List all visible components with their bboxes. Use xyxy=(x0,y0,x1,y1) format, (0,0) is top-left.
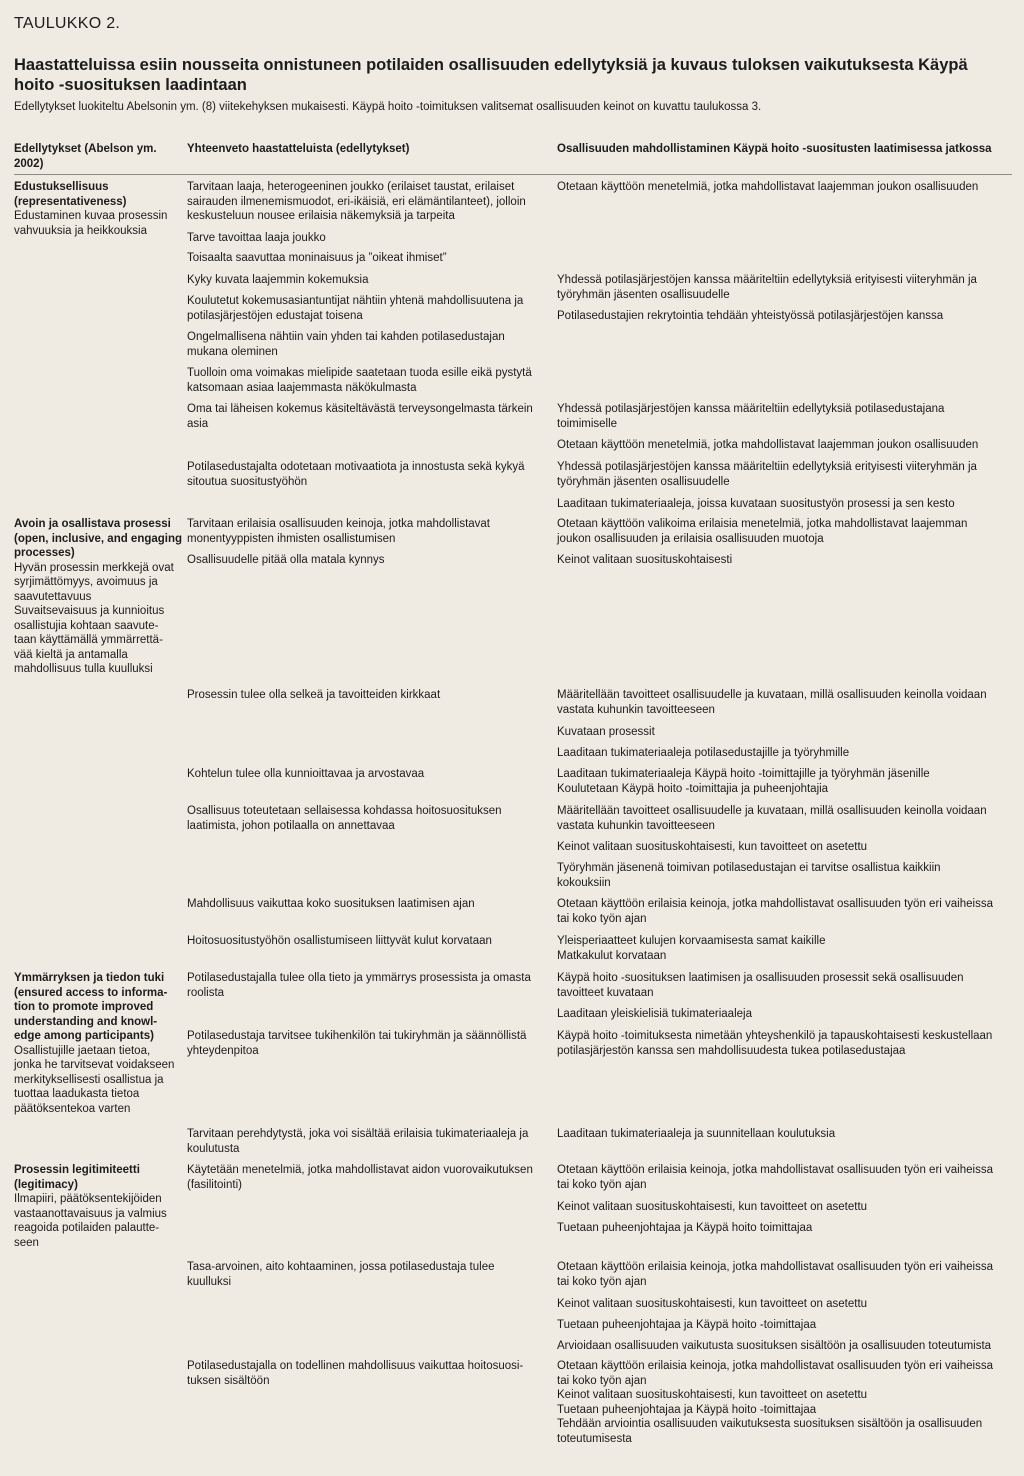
text-line: potilasjärjestön kanssa sen mahdollisuudesta tukea potilasedustajaa xyxy=(557,1044,906,1057)
text-line: understanding and knowl- xyxy=(14,1015,158,1028)
enablement-cell xyxy=(557,1200,867,1215)
table-subtitle: Edellytykset luokiteltu Abelsonin ym. (8) viitekehyksen mukaisesti. Käypä hoito -toimituksen valitsemat osallisuuden keinot on kuvattu taulukossa 3. xyxy=(14,101,762,113)
summary-cell xyxy=(187,1359,523,1388)
enablement-cell xyxy=(557,1221,812,1236)
summary-cell xyxy=(187,330,505,359)
summary-cell xyxy=(187,402,533,431)
text-line: merkityksellisesti osallistua ja xyxy=(14,1073,164,1086)
condition-category-title xyxy=(14,180,127,209)
enablement-cell xyxy=(557,1029,992,1058)
text-line: Potilasedustajien rekrytointia tehdään yhteistyössä potilasjärjestöjen kanssa xyxy=(557,310,944,322)
summary-cell xyxy=(187,517,490,546)
text-line: Määritellään tavoitteet osallisuudelle ja kuvataan, millä osallisuuden keinolla voidaan xyxy=(557,805,987,817)
text-line: mahdollisuus tulla kuulluksi xyxy=(14,663,153,675)
condition-category-description xyxy=(14,1192,167,1250)
summary-cell xyxy=(187,1163,533,1192)
text-line: Keinot valitaan suosituskohtaisesti, kun tavoitteet on asetettu xyxy=(557,841,868,853)
text-line: seen xyxy=(14,1236,39,1249)
text-line: tuottaa laadukasta tietoa xyxy=(14,1088,140,1100)
summary-cell xyxy=(187,231,326,246)
text-line: reagoida potilaiden palautte- xyxy=(14,1222,160,1234)
text-line: Prosessin legitimiteetti xyxy=(14,1164,140,1176)
text-line: toimimiselle xyxy=(557,417,618,430)
enablement-cell xyxy=(557,688,987,717)
summary-cell xyxy=(187,366,532,395)
enablement-cell xyxy=(557,971,964,1000)
text-line: (fasilitointi) xyxy=(187,1178,242,1191)
text-line: Yhdessä potilasjärjestöjen kanssa määriteltiin edellytyksiä erityisesti viiteryhmän ja xyxy=(557,274,977,286)
text-line: Keinot valitaan suosituskohtaisesti, kun tavoitteet on asetettu xyxy=(557,1298,868,1310)
text-line: Laaditaan tukimateriaaleja Käypä hoito -toimittajille ja työryhmän jäsenille xyxy=(557,768,930,780)
enablement-cell xyxy=(557,180,978,195)
text-line: Kuvataan prosessit xyxy=(557,726,655,738)
text-line: Potilasedustajalla on todellinen mahdollisuus vaikuttaa hoitosuosi- xyxy=(187,1360,524,1372)
text-line: laatimista, johon potilaalla on annettavaa xyxy=(187,819,395,832)
text-line: Koulutetut kokemusasiantuntijat nähtiin yhtenä mahdollisuutena ja xyxy=(187,295,524,307)
text-line: vastata kuhunkin tavoitteeseen xyxy=(557,819,715,832)
text-line: tai koko työn ajan xyxy=(557,1374,647,1387)
text-line: osallistujia kohtaan saavute- xyxy=(14,619,159,632)
enablement-cell xyxy=(557,1007,752,1022)
text-line: jonka he tarvitsevat voidakseen xyxy=(14,1059,175,1071)
text-line: Potilasedustajalla tulee olla tieto ja ymmärrys prosessista ja omasta xyxy=(187,972,531,984)
enablement-cell xyxy=(557,1318,816,1333)
summary-cell xyxy=(187,273,369,288)
text-line: syrjimättömyys, avoimuus ja xyxy=(14,576,158,588)
text-line: tai koko työn ajan xyxy=(557,1275,647,1288)
enablement-cell xyxy=(557,804,987,833)
text-line: vää kieltä ja antamalla xyxy=(14,648,128,661)
enablement-cell xyxy=(557,309,943,324)
text-line: Yhdessä potilasjärjestöjen kanssa määriteltiin edellytyksiä erityisesti viiteryhmän ja xyxy=(557,461,977,473)
text-line: Tuetaan puheenjohtajaa ja Käypä hoito -toimittajaa xyxy=(557,1319,817,1331)
text-line: Osallisuudelle pitää olla matala kynnys xyxy=(187,554,385,566)
column-header-summary: Yhteenveto haastatteluista (edellytykset) xyxy=(187,143,410,155)
text-line: Tarvitaan erilaisia osallisuuden keinoja, jotka mahdollistavat xyxy=(187,518,490,530)
text-line: (ensured access to informa- xyxy=(14,986,168,999)
text-line: vastaanottavaisuus ja valmius xyxy=(14,1207,167,1220)
condition-category-title xyxy=(14,971,167,1044)
text-line: Hyvän prosessin merkkejä ovat xyxy=(14,561,174,574)
condition-category-title xyxy=(14,1163,140,1192)
text-line: Kyky kuvata laajemmin kokemuksia xyxy=(187,274,369,286)
condition-category-description xyxy=(14,209,167,238)
title-line: hoito -suosituksen laadintaan xyxy=(14,76,247,94)
column-header-conditions xyxy=(14,142,157,172)
text-line: tai koko työn ajan xyxy=(557,912,647,925)
header-line: Edellytykset (Abelson ym. xyxy=(14,143,157,155)
text-line: keskusteluun nousee erilaisia näkemyksiä ja tarpeita xyxy=(187,210,455,222)
text-line: Potilasedustajalta odotetaan motivaatiota ja innostusta sekä kykyä xyxy=(187,461,525,473)
text-line: Keinot valitaan suosituskohtaisesti xyxy=(557,554,733,566)
text-line: kuulluksi xyxy=(187,1275,232,1288)
text-line: työryhmän jäsenten osallisuudelle xyxy=(557,288,730,301)
enablement-cell xyxy=(557,1127,835,1142)
text-line: edge among participants) xyxy=(14,1030,154,1042)
table-label: TAULUKKO 2. xyxy=(14,15,121,32)
text-line: Käytetään menetelmiä, jotka mahdollistavat aidon vuorovaikutuksen xyxy=(187,1164,533,1176)
text-line: toteutumisesta xyxy=(557,1432,632,1445)
text-line: Edustaminen kuvaa prosessin xyxy=(14,210,168,222)
text-line: Käypä hoito -suosituksen laatimisen ja osallisuuden prosessit sekä osallisuuden xyxy=(557,972,964,984)
text-line: Laaditaan tukimateriaaleja potilasedustajille ja työryhmille xyxy=(557,747,850,759)
text-line: processes) xyxy=(14,547,75,559)
text-line: Prosessin tulee olla selkeä ja tavoitteiden kirkkaat xyxy=(187,689,441,701)
text-line: tion to promote improved xyxy=(14,1001,154,1013)
enablement-cell xyxy=(557,497,955,512)
text-line: Otetaan käyttöön erilaisia keinoja, jotka mahdollistavat osallisuuden työn eri vaiheissa xyxy=(557,898,993,910)
enablement-cell xyxy=(557,402,944,431)
text-line: Laaditaan yleiskielisiä tukimateriaaleja xyxy=(557,1008,752,1020)
text-line: monentyyppisten ihmisten osallistumisen xyxy=(187,532,396,545)
summary-cell xyxy=(187,294,523,323)
text-line: mukana oleminen xyxy=(187,345,278,358)
enablement-cell xyxy=(557,438,978,453)
table-title xyxy=(14,55,1014,95)
summary-cell xyxy=(187,553,385,568)
text-line: kokouksiin xyxy=(557,876,611,889)
text-line: koulutusta xyxy=(187,1142,240,1155)
condition-category-description xyxy=(14,561,174,677)
enablement-cell xyxy=(557,1260,993,1289)
title-line: Haastatteluissa esiin nousseita onnistuneen potilaiden osallisuuden edellytyksiä ja kuvaus tuloksen vaikutuksesta Käypä xyxy=(14,56,968,74)
summary-cell xyxy=(187,934,492,949)
text-line: vastata kuhunkin tavoitteeseen xyxy=(557,703,715,716)
text-line: Koulutetaan Käypä hoito -toimittajia ja puheenjohtajia xyxy=(557,782,829,795)
summary-cell xyxy=(187,688,440,703)
summary-cell xyxy=(187,971,531,1000)
text-line: Otetaan käyttöön menetelmiä, jotka mahdollistavat laajemman joukon osallisuuden xyxy=(557,181,979,193)
text-line: Tarve tavoittaa laaja joukko xyxy=(187,232,326,244)
text-line: Tuetaan puheenjohtajaa ja Käypä hoito -toimittajaa xyxy=(557,1403,817,1416)
text-line: Tarvitaan laaja, heterogeeninen joukko (erilaiset taustat, erilaiset xyxy=(187,181,515,193)
summary-cell xyxy=(187,1029,526,1058)
text-line: Otetaan käyttöön erilaisia keinoja, jotka mahdollistavat osallisuuden työn eri vaiheissa xyxy=(557,1261,993,1273)
header-divider xyxy=(14,174,1012,175)
text-line: taan käyttämällä ymmärrettä- xyxy=(14,634,163,646)
enablement-cell xyxy=(557,725,655,740)
text-line: Tuolloin oma voimakas mielipide saatetaan tuoda esille eikä pystytä xyxy=(187,367,532,379)
header-line: 2002) xyxy=(14,158,44,170)
text-line: Yleisperiaatteet kulujen korvaamisesta samat kaikille xyxy=(557,935,826,947)
text-line: Keinot valitaan suosituskohtaisesti, kun tavoitteet on asetettu xyxy=(557,1389,868,1401)
summary-cell xyxy=(187,251,447,266)
text-line: Otetaan käyttöön erilaisia keinoja, jotka mahdollistavat osallisuuden työn eri vaiheissa xyxy=(557,1360,993,1372)
text-line: Arvioidaan osallisuuden vaikutusta suosituksen sisältöön ja osallisuuden toteutumista xyxy=(557,1340,992,1352)
enablement-cell xyxy=(557,1359,993,1446)
summary-cell xyxy=(187,460,525,489)
text-line: Keinot valitaan suosituskohtaisesti, kun tavoitteet on asetettu xyxy=(557,1201,868,1213)
text-line: saavutettavuus xyxy=(14,590,92,603)
text-line: Tasa-arvoinen, aito kohtaaminen, jossa potilasedustaja tulee xyxy=(187,1261,495,1273)
text-line: Ongelmallisena nähtiin vain yhden tai kahden potilasedustajan xyxy=(187,331,505,343)
text-line: Hoitosuositustyöhön osallistumiseen liittyvät kulut korvataan xyxy=(187,935,492,947)
text-line: (representativeness) xyxy=(14,195,127,208)
text-line: Edustuksellisuus xyxy=(14,181,109,193)
condition-category-description xyxy=(14,1044,174,1117)
summary-cell xyxy=(187,897,475,912)
condition-category-title xyxy=(14,517,182,561)
text-line: Osallisuus toteutetaan sellaisessa kohdassa hoitosuosituksen xyxy=(187,805,502,817)
enablement-cell xyxy=(557,767,930,796)
text-line: Ilmapiiri, päätöksentekijöiden xyxy=(14,1193,162,1205)
column-header-enablement: Osallisuuden mahdollistaminen Käypä hoito -suositusten laatimisessa jatkossa xyxy=(557,143,992,155)
text-line: Käypä hoito -toimituksesta nimetään yhteyshenkilö ja tapauskohtaisesti keskustellaan xyxy=(557,1030,993,1042)
text-line: Avoin ja osallistava prosessi xyxy=(14,518,171,530)
enablement-cell xyxy=(557,1297,867,1312)
text-line: Mahdollisuus vaikuttaa koko suosituksen laatimisen ajan xyxy=(187,898,475,910)
text-line: Osallistujille jaetaan tietoa, xyxy=(14,1044,151,1057)
enablement-cell xyxy=(557,553,732,568)
text-line: päätöksentekoa varten xyxy=(14,1102,131,1115)
text-line: sairauden ilmenemismuodot, eri-ikäisiä, eri elämäntilanteet), jolloin xyxy=(187,195,526,208)
text-line: tai koko työn ajan xyxy=(557,1178,647,1191)
enablement-cell xyxy=(557,1339,991,1354)
enablement-cell xyxy=(557,746,849,761)
text-line: joukon osallisuuden ja erilaisia osallisuuden muotoja xyxy=(557,532,824,545)
text-line: Suvaitsevaisuus ja kunnioitus xyxy=(14,605,165,617)
text-line: Otetaan käyttöön menetelmiä, jotka mahdollistavat laajemman joukon osallisuuden xyxy=(557,439,979,451)
text-line: Tarvitaan perehdytystä, joka voi sisältää erilaisia tukimateriaaleja ja xyxy=(187,1128,529,1140)
enablement-cell xyxy=(557,840,867,855)
text-line: sitoutua suositustyöhön xyxy=(187,475,308,488)
text-line: Oma tai läheisen kokemus käsiteltävästä terveysongelmasta tärkein xyxy=(187,403,533,415)
text-line: tavoitteet kuvataan xyxy=(557,986,654,999)
text-line: tuksen sisältöön xyxy=(187,1374,270,1387)
enablement-cell xyxy=(557,460,977,489)
text-line: vahvuuksia ja heikkouksia xyxy=(14,224,147,237)
text-line: potilasjärjestöjen edustajat toisena xyxy=(187,309,363,322)
text-line: asia xyxy=(187,417,209,430)
text-line: Matkakulut korvataan xyxy=(557,949,667,962)
summary-cell xyxy=(187,180,526,224)
text-line: Työryhmän jäsenenä toimivan potilasedustajan ei tarvitse osallistua kaikkiin xyxy=(557,862,941,874)
text-line: katsomaan asiaa laajemmasta näkökulmasta xyxy=(187,381,417,394)
text-line: Ymmärryksen ja tiedon tuki xyxy=(14,972,165,984)
summary-cell xyxy=(187,767,424,782)
text-line: Otetaan käyttöön erilaisia keinoja, jotka mahdollistavat osallisuuden työn eri vaiheissa xyxy=(557,1164,993,1176)
text-line: (legitimacy) xyxy=(14,1178,78,1191)
enablement-cell xyxy=(557,517,967,546)
summary-cell xyxy=(187,804,502,833)
text-line: Määritellään tavoitteet osallisuudelle ja kuvataan, millä osallisuuden keinolla voidaan xyxy=(557,689,987,701)
text-line: työryhmän jäsenten osallisuudelle xyxy=(557,475,730,488)
text-line: Kohtelun tulee olla kunnioittavaa ja arvostavaa xyxy=(187,768,425,780)
text-line: Tehdään arviointia osallisuuden vaikutuksesta suosituksen sisältöön ja osallisuuden xyxy=(557,1418,983,1430)
enablement-cell xyxy=(557,897,993,926)
text-line: roolista xyxy=(187,986,225,999)
text-line: Laaditaan tukimateriaaleja, joissa kuvataan suositustyön prosessi ja sen kesto xyxy=(557,498,955,510)
text-line: Toisaalta saavuttaa moninaisuus ja ”oikeat ihmiset” xyxy=(187,252,447,264)
text-line: (open, inclusive, and engaging xyxy=(14,532,183,545)
enablement-cell xyxy=(557,1163,993,1192)
text-line: Laaditaan tukimateriaaleja ja suunnitellaan koulutuksia xyxy=(557,1128,836,1140)
summary-cell xyxy=(187,1260,495,1289)
enablement-cell xyxy=(557,861,941,890)
text-line: yhteydenpitoa xyxy=(187,1044,259,1057)
summary-cell xyxy=(187,1127,528,1156)
text-line: Yhdessä potilasjärjestöjen kanssa määriteltiin edellytyksiä potilasedustajana xyxy=(557,403,945,415)
text-line: Potilasedustaja tarvitsee tukihenkilön tai tukiryhmän ja säännöllistä xyxy=(187,1030,527,1042)
enablement-cell xyxy=(557,273,977,302)
enablement-cell xyxy=(557,934,825,963)
text-line: Otetaan käyttöön valikoima erilaisia menetelmiä, jotka mahdollistavat laajemman xyxy=(557,518,968,530)
text-line: Tuetaan puheenjohtajaa ja Käypä hoito toimittajaa xyxy=(557,1222,813,1234)
